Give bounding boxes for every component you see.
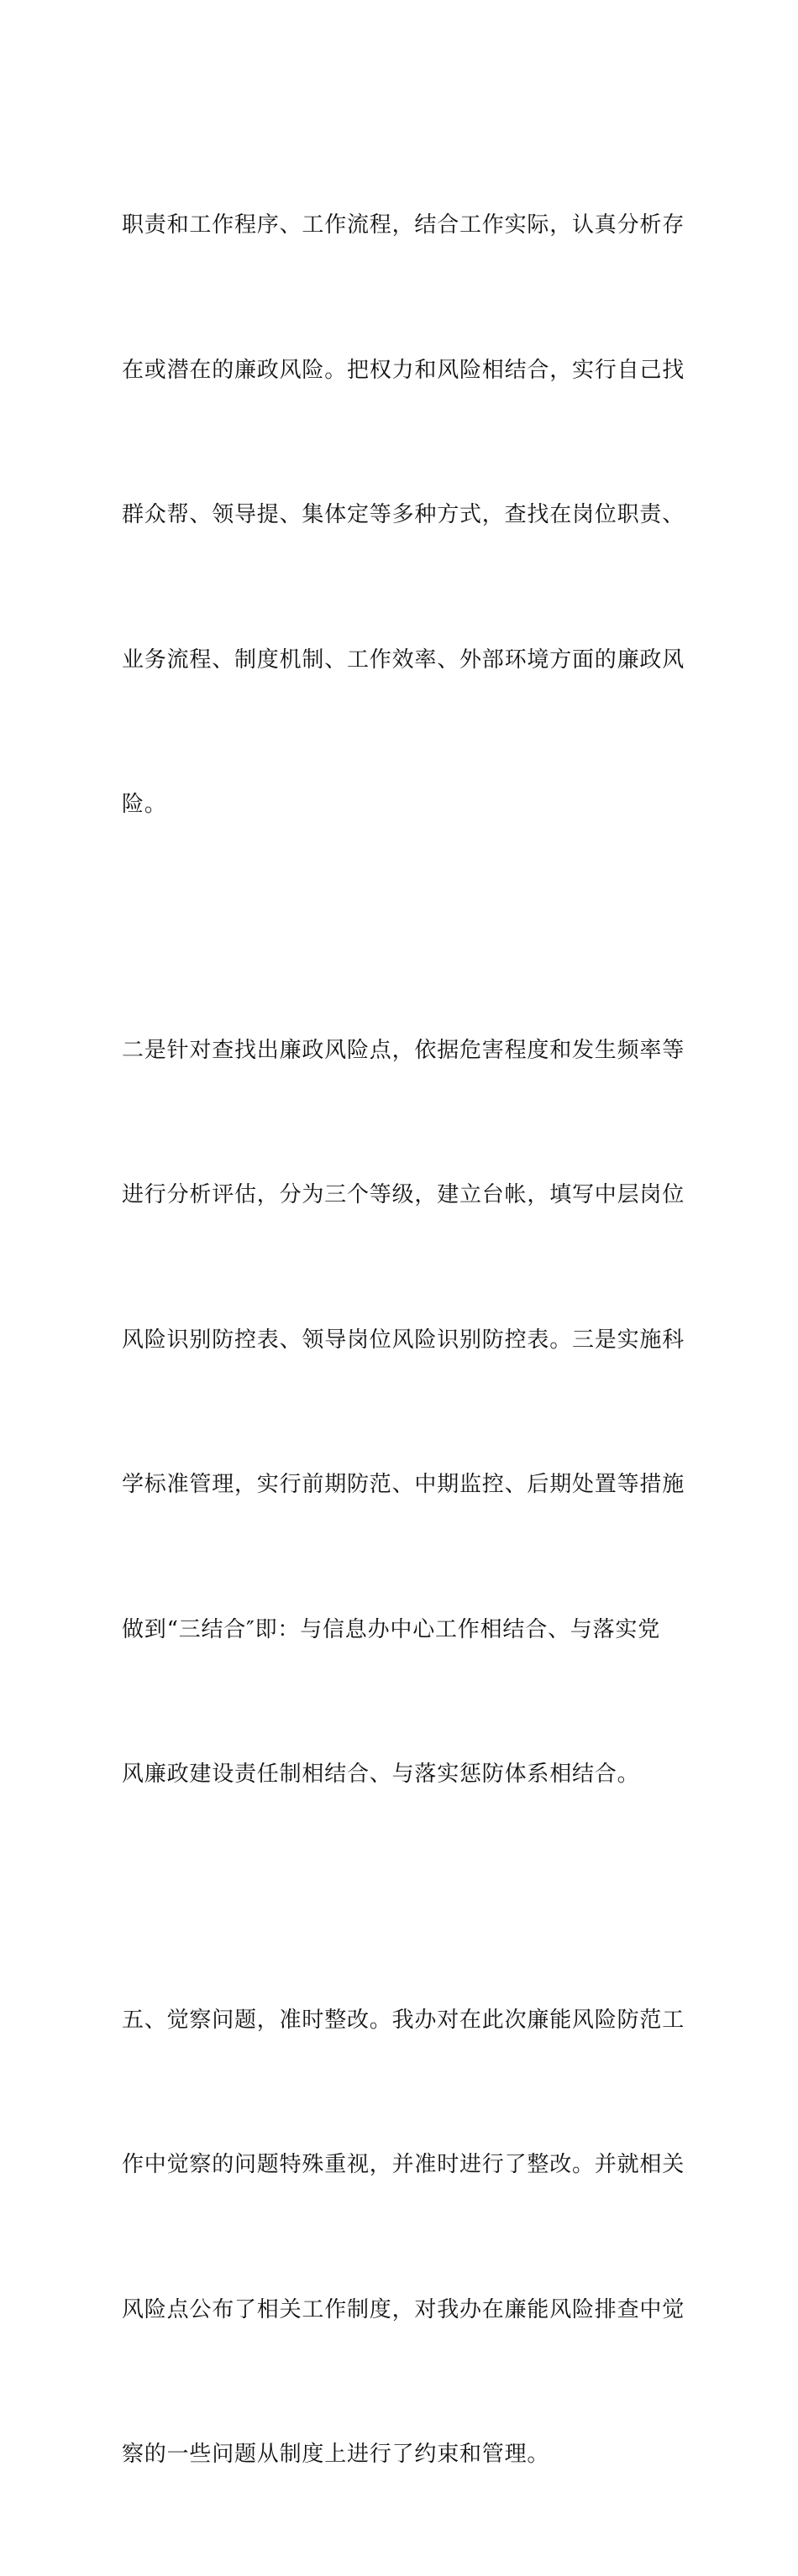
text-line: 做到“三结合″即：与信息办中心工作相结合、与落实党 <box>122 1616 661 1642</box>
text-line: 察的一些问题从制度上进行了约束和管理。 <box>122 2442 550 2467</box>
text-line: 群众帮、领导提、集体定等多种方式，查找在岗位职责、 <box>122 502 685 527</box>
text-line: 作中觉察的问题特殊重视，并准时进行了整改。并就相关 <box>122 2152 685 2177</box>
paragraph-risk-assessment <box>122 930 685 1896</box>
text-line: 险。 <box>122 792 167 817</box>
text-line: 职责和工作程序、工作流程，结合工作实际，认真分析存 <box>122 212 685 238</box>
paragraph-risk-identification <box>122 105 685 926</box>
text-line: 二是针对查找出廉政风险点，依据危害程度和发生频率等 <box>122 1037 685 1063</box>
paragraph-rectification <box>122 1900 685 2576</box>
text-line: 风险识别防控表、领导岗位风险识别防控表。三是实施科 <box>122 1327 685 1353</box>
text-line: 学标准管理，实行前期防范、中期监控、后期处置等措施 <box>122 1472 685 1497</box>
text-line: 风险点公布了相关工作制度，对我办在廉能风险排查中觉 <box>122 2296 685 2322</box>
text-line: 五、觉察问题，准时整改。我办对在此次廉能风险防范工 <box>122 2007 685 2033</box>
document-body <box>122 105 685 2576</box>
text-line: 风廉政建设责任制相结合、与落实惩防体系相结合。 <box>122 1762 640 1787</box>
text-line: 进行分析评估，分为三个等级，建立台帐，填写中层岗位 <box>122 1182 685 1207</box>
text-line: 在或潜在的廉政风险。把权力和风险相结合，实行自己找 <box>122 357 685 383</box>
text-line: 业务流程、制度机制、工作效率、外部环境方面的廉政风 <box>122 647 685 673</box>
